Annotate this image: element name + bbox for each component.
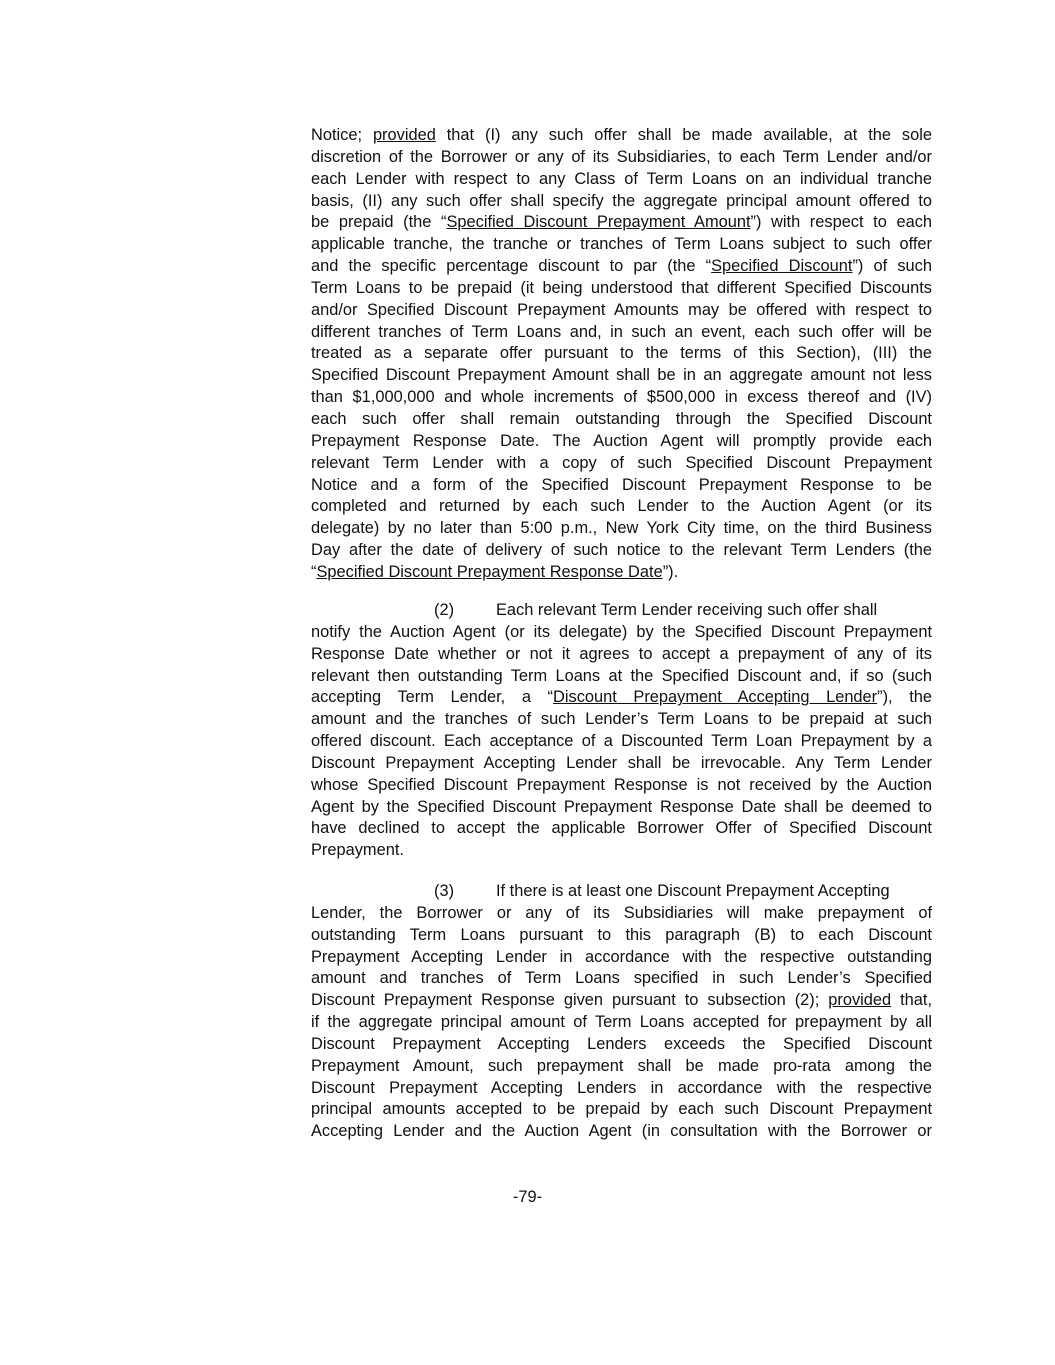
text-line: and the specific percentage discount to par (the “Specified Discount”) of such (311, 257, 932, 276)
text-line: each Lender with respect to any Class of Term Loans on an individual tranche (311, 169, 932, 188)
text-line: Prepayment. (311, 841, 404, 860)
text-line: Discount Prepayment Accepting Lenders in accordance with the respective (311, 1078, 932, 1097)
text-line: Prepayment Amount, such prepayment shall be made pro-rata among the (311, 1056, 932, 1075)
text-line: Discount Prepayment Accepting Lenders exceeds the Specified Discount (311, 1034, 932, 1053)
text-line: applicable tranche, the tranche or tranches of Term Loans subject to such offer (311, 235, 932, 254)
text-line: Discount Prepayment Response given pursuant to subsection (2); provided that, (311, 991, 932, 1010)
text-line: Term Loans to be prepaid (it being understood that different Specified Discounts (311, 278, 932, 297)
text-line: completed and returned by each such Lender to the Auction Agent (or its (311, 497, 932, 516)
defined-term: Specified Discount Prepayment Response Date (316, 562, 663, 581)
text-line: (2) Each relevant Term Lender receiving such offer shall (311, 600, 932, 622)
paragraph-3 (311, 881, 932, 1143)
text-line: whose Specified Discount Prepayment Response is not received by the Auction (311, 775, 932, 794)
paragraph-1 (311, 125, 932, 584)
text-line: amount and tranches of Term Loans specified in such Lender’s Specified (311, 969, 932, 988)
paragraph-number: (2) (434, 601, 455, 619)
text-line: relevant Term Lender with a copy of such Specified Discount Prepayment (311, 453, 932, 472)
text-line: treated as a separate offer pursuant to the terms of this Section), (III) the (311, 344, 932, 363)
defined-term: Discount Prepayment Accepting Lender (553, 688, 878, 707)
text-line: outstanding Term Loans pursuant to this paragraph (B) to each Discount (311, 925, 932, 944)
text-line: different tranches of Term Loans and, in such an event, each such offer will be (311, 322, 932, 341)
text-line: each such offer shall remain outstanding through the Specified Discount (311, 409, 932, 428)
defined-term: provided (828, 991, 892, 1010)
text-line: and/or Specified Discount Prepayment Amounts may be offered with respect to (311, 300, 932, 319)
text-line: Specified Discount Prepayment Amount shall be in an aggregate amount not less (311, 366, 932, 385)
text-line: basis, (II) any such offer shall specify the aggregate principal amount offered to (311, 191, 932, 210)
text-line: Notice; provided that (I) any such offer shall be made available, at the sole (311, 126, 932, 144)
text-line: notify the Auction Agent (or its delegate) by the Specified Discount Prepayment (311, 622, 932, 641)
text-line: Notice and a form of the Specified Discount Prepayment Response to be (311, 475, 932, 494)
paragraph-2 (311, 600, 932, 862)
text-line: Accepting Lender and the Auction Agent (in consultation with the Borrower or (311, 1122, 932, 1141)
text-line: if the aggregate principal amount of Term Loans accepted for prepayment by all (311, 1013, 932, 1032)
page-number: -79- (512, 1188, 543, 1206)
text-line: amount and the tranches of such Lender’s Term Loans to be prepaid at such (311, 710, 932, 729)
text-line: Day after the date of delivery of such notice to the relevant Term Lenders (the (311, 541, 932, 560)
text-line: than $1,000,000 and whole increments of $500,000 in excess thereof and (IV) (311, 388, 932, 407)
text-line: be prepaid (the “Specified Discount Prepayment Amount”) with respect to each (311, 213, 933, 232)
text-line: delegate) by no later than 5:00 p.m., New York City time, on the third Business (311, 519, 932, 538)
text-line: relevant then outstanding Term Loans at the Specified Discount and, if so (such (311, 666, 932, 685)
defined-term: Specified Discount (711, 257, 853, 276)
text-line: Agent by the Specified Discount Prepayment Response Date shall be deemed to (311, 797, 932, 816)
text-line: offered discount. Each acceptance of a Discounted Term Loan Prepayment by a (311, 732, 932, 751)
text-line: accepting Term Lender, a “Discount Prepayment Accepting Lender”), the (311, 688, 932, 707)
text-line: Discount Prepayment Accepting Lender shall be irrevocable. Any Term Lender (311, 753, 932, 772)
text-line: Lender, the Borrower or any of its Subsidiaries will make prepayment of (311, 903, 932, 922)
text-line: principal amounts accepted to be prepaid by each such Discount Prepayment (311, 1100, 932, 1119)
defined-term: Specified Discount Prepayment Amount (446, 213, 751, 232)
text-line: Prepayment Response Date. The Auction Agent will promptly provide each (311, 431, 932, 450)
text-line: (3) If there is at least one Discount Prepayment Accepting (311, 881, 932, 903)
text-line: “Specified Discount Prepayment Response Date”). (311, 562, 679, 581)
paragraph-number: (3) (434, 882, 455, 900)
defined-term: provided (372, 126, 436, 144)
text-line: Response Date whether or not it agrees to accept a prepayment of any of its (311, 644, 932, 663)
text-line: Prepayment Accepting Lender in accordance with the respective outstanding (311, 947, 932, 966)
text-line: discretion of the Borrower or any of its Subsidiaries, to each Term Lender and/or (311, 147, 932, 166)
text-line: have declined to accept the applicable Borrower Offer of Specified Discount (311, 819, 932, 838)
